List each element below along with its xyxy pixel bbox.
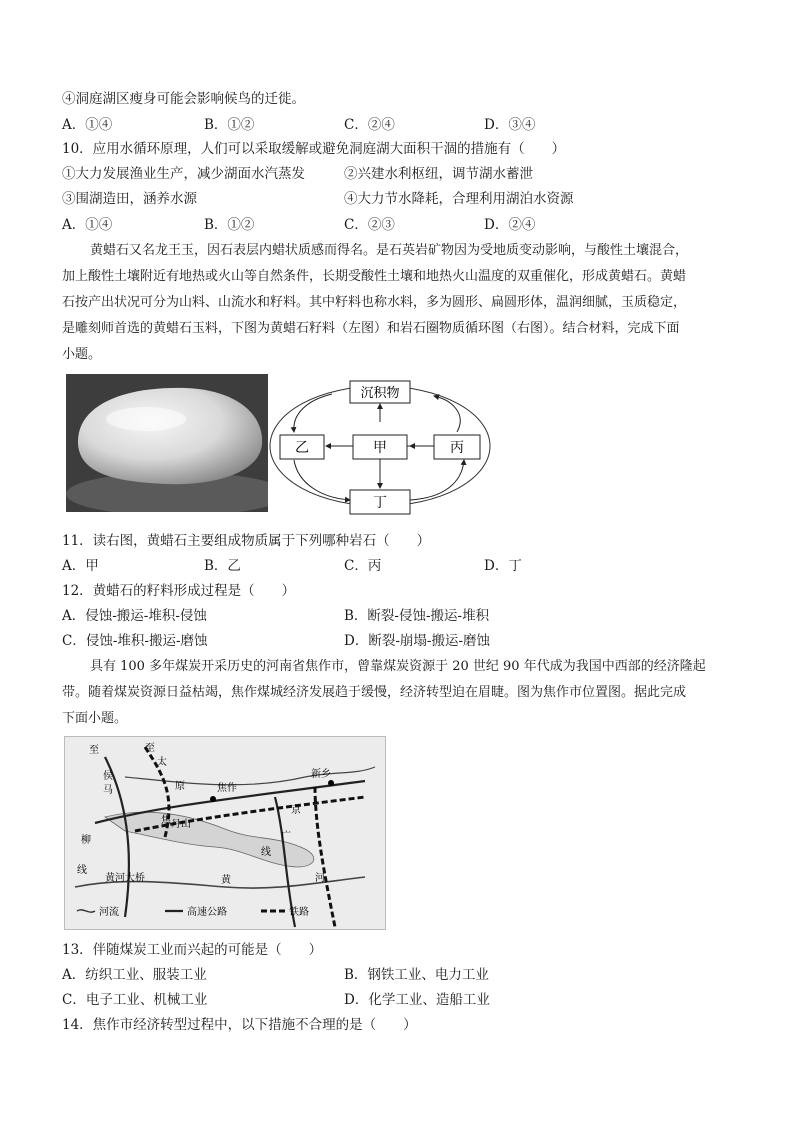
q13-stem: 13．伴随煤炭工业而兴起的可能是（ ） [62, 942, 323, 958]
q10-stem: 10．应用水循环原理，人们可以采取缓解或避免洞庭湖大面积干涸的措施有（ ） [62, 141, 566, 157]
arrow-bing-to-sediment [434, 396, 460, 432]
passage1-line-4: 是雕刻师首选的黄蜡石玉料，下图为黄蜡石籽料（左图）和岩石圈物质循环图（右图）。结合材料，完成下面 [62, 321, 680, 336]
q13-options-row1 [62, 966, 742, 984]
q12-stem: 12．黄蜡石的籽料形成过程是（ ） [62, 583, 296, 599]
map-label-yuan: 原 [175, 781, 185, 792]
map-label-bridge: 黄河大桥 [105, 873, 145, 884]
q13-option-b: B．钢铁工业、电力工业 [344, 967, 489, 983]
q12-options-row1 [62, 607, 742, 625]
map-label-xinxiang: 新乡 [311, 769, 331, 780]
map-label-yueshan: 月山 [171, 819, 191, 830]
arrow-ding-to-bing [410, 460, 464, 500]
legend-highway-label: 高速公路 [187, 907, 227, 918]
q13-option-c: C．电子工业、机械工业 [62, 992, 208, 1008]
map-label-he: 河 [315, 873, 325, 884]
label-sediment: 沉积物 [360, 386, 400, 401]
q12-option-b: B．断裂-侵蚀-搬运-堆积 [344, 608, 490, 624]
q11-options [62, 557, 742, 575]
map-label-jing: 京 [291, 805, 301, 816]
legend-river-label: 河流 [99, 907, 119, 918]
map-label-huang: 黄 [221, 875, 231, 886]
map-label-hou: 侯 [103, 771, 113, 782]
passage1-line-2: 加上酸性土壤附近有地热或火山等自然条件，长期受酸性土壤和地热火山温度的双重催化，形成黄蜡石。黄蜡 [62, 269, 687, 284]
q12-option-c: C．侵蚀-堆积-搬运-磨蚀 [62, 633, 208, 649]
q12-option-a: A．侵蚀-搬运-堆积-侵蚀 [62, 608, 207, 624]
q10-option-b: B．①② [204, 217, 255, 233]
q10-item-3: ③围湖造田，涵养水源 [62, 191, 197, 207]
q10-option-c: C．②③ [344, 217, 395, 233]
label-jia: 甲 [373, 440, 387, 456]
q9-option-d: D．③④ [484, 117, 536, 133]
passage1-line-5: 小题。 [62, 347, 102, 362]
q9-option-b: B．①② [204, 117, 255, 133]
q10-item-4: ④大力节水降耗，合理利用湖泊水资源 [344, 191, 574, 207]
q11-option-a: A．甲 [62, 558, 99, 574]
map-label-zhi-1: 至 [89, 745, 99, 756]
q11-stem: 11．读右图，黄蜡石主要组成物质属于下列哪种岩石（ ） [62, 533, 431, 549]
label-bing: 丙 [450, 440, 464, 456]
q9-options [62, 116, 742, 134]
label-ding: 丁 [373, 495, 387, 511]
q9-item-4: ④洞庭湖区瘦身可能会影响候鸟的迁徙。 [62, 91, 305, 107]
passage2-line-3: 下面小题。 [62, 711, 128, 726]
q11-option-b: B．乙 [204, 558, 241, 574]
map-label-xian-1: 线 [261, 847, 271, 858]
arrow-sediment-to-yi [294, 394, 332, 432]
q10-option-a: A．①④ [62, 217, 113, 233]
q12-option-d: D．断裂-崩塌-搬运-磨蚀 [344, 633, 491, 649]
jiaozuo-location-map [64, 736, 386, 930]
q10-item-1: ①大力发展渔业生产，减少湖面水汽蒸发 [62, 166, 305, 182]
passage1-line-1: 黄蜡石又名龙王玉，因石表层内蜡状质感而得名。是石英岩矿物因为受地质变动影响，与酸性土壤混合， [90, 243, 689, 258]
q12-options-row2 [62, 632, 742, 650]
map-label-ma: 马 [103, 785, 113, 796]
map-label-guang: 广 [281, 831, 291, 842]
map-label-tai: 太 [157, 757, 167, 768]
passage2-line-2: 带。随着煤炭资源日益枯竭，焦作煤城经济发展趋于缓慢，经济转型迫在眉睫。图为焦作市位置图。据此完成 [62, 685, 687, 700]
q11-option-d: D．丁 [484, 558, 522, 574]
arrow-yi-to-ding [294, 460, 350, 500]
q9-option-c: C．②④ [344, 117, 395, 133]
q13-option-d: D．化学工业、造船工业 [344, 992, 490, 1008]
rock-cycle-diagram [262, 374, 498, 518]
q13-option-a: A．纺织工业、服装工业 [62, 967, 207, 983]
city-jiaozuo-dot [210, 796, 216, 802]
wax-stone-photo [66, 374, 268, 512]
q13-options-row2 [62, 991, 742, 1009]
q9-option-a: A．①④ [62, 117, 113, 133]
q10-option-d: D．②④ [484, 217, 536, 233]
label-yi: 乙 [295, 440, 309, 456]
map-label-liu: 柳 [81, 835, 91, 846]
q10-items-row2 [62, 190, 742, 208]
passage1-line-3: 石按产出状况可分为山料、山流水和籽料。其中籽料也称水料，多为圆形、扁圆形体，温润细腻，玉质稳定， [62, 295, 687, 310]
map-label-xian-2: 线 [77, 865, 87, 876]
q10-item-2: ②兴建水利枢纽，调节湖水蓄泄 [344, 166, 533, 182]
q14-stem: 14．焦作市经济转型过程中，以下措施不合理的是（ ） [62, 1017, 417, 1033]
passage2-line-1: 具有 100 多年煤炭开采历史的河南省焦作市，曾靠煤炭资源于 20 世纪 90 年代成为我国中西部的经济隆起 [90, 659, 706, 674]
q11-option-c: C．丙 [344, 558, 382, 574]
q10-items-row1 [62, 165, 742, 183]
legend-rail-label: 铁路 [289, 907, 309, 918]
map-label-jiao: 焦 [161, 815, 171, 826]
map-label-zhi-2: 至 [145, 743, 155, 754]
city-xinxiang-dot [328, 780, 334, 786]
map-label-jiaozuo: 焦作 [217, 783, 237, 794]
q10-options [62, 216, 742, 234]
